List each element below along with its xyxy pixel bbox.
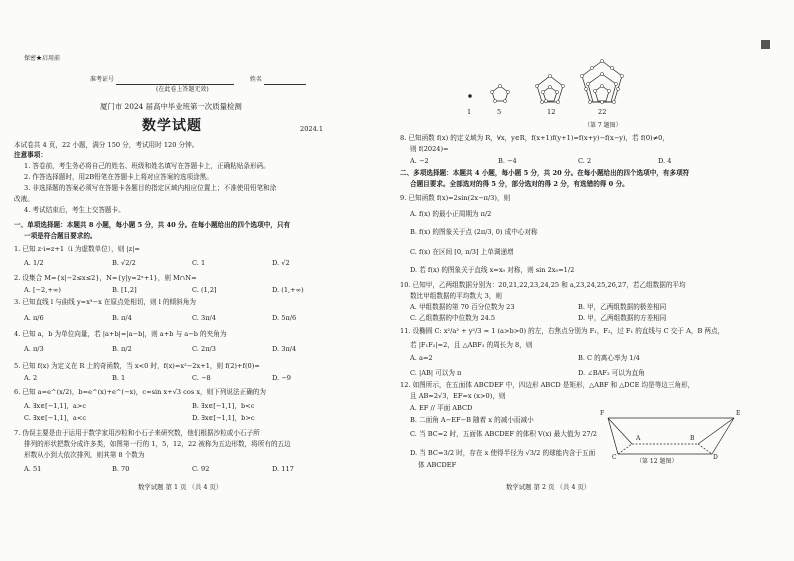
pentagon-22-inner [595, 86, 609, 101]
q10-option-a: A. 甲组数据的第 70 百分位数为 23 [410, 303, 515, 311]
q2-option-c: C. (1,2] [192, 286, 217, 294]
q9-option-c: C. f(x) 在区间 [0, π/3] 上单调递增 [410, 248, 514, 256]
q7-option-d: D. 117 [272, 465, 294, 473]
q1-option-b: B. √2/2 [112, 259, 136, 267]
figure-12-label-b: B [690, 435, 695, 442]
notes-title: 注意事项： [14, 151, 47, 159]
section2-line-2: 合题目要求。全部选对的得 5 分，部分选对的得 2 分，有选错的得 0 分。 [410, 180, 629, 188]
q8-option-d: D. 4 [658, 157, 672, 165]
q10-option-b: B. 甲，乙两组数据的极差相同 [578, 303, 667, 311]
q6-option-a: A. ∃x∈[−1,1]，a>c [24, 402, 87, 410]
q12-line-1: 12. 如图所示，在五面体 ABCDEF 中，四边形 ABCD 是矩形，△ABF 和 △DCE 均是等边三角形， [400, 381, 695, 389]
q8-line-1: 8. 已知函数 f(x) 的定义域为 R，∀x，y∈R，f(x+1)f(y+1)=f(x+y)−f(x−y)，若 f(0)≠0， [400, 134, 669, 142]
figure-12-label-f: F [600, 410, 605, 417]
q3-stem: 3. 已知直线 l 与曲线 y=x³−x 在原点处相切，则 l 的倾斜角为 [14, 298, 196, 306]
edge-bd [698, 444, 712, 454]
figure-7-caption: （第 7 题图） [584, 122, 622, 129]
figure-7-label-22: 22 [598, 108, 607, 116]
q8-option-a: A. −2 [410, 157, 429, 165]
q11-option-d: D. ∠BAF₂ 可以为直角 [578, 369, 645, 377]
q5-option-c: C. −8 [192, 374, 211, 382]
q3-option-c: C. 3π/4 [192, 314, 216, 322]
q5-option-a: A. 2 [24, 374, 38, 382]
figure-12-caption: （第 12 题图） [636, 458, 678, 465]
left-page [14, 0, 386, 561]
pentagon-12-inner [543, 87, 557, 101]
note-1: 1. 答卷前，考生务必将自己的姓名、班级和姓名填写在答题卡上，正确粘贴条形码。 [24, 162, 270, 170]
q9-stem: 9. 已知函数 f(x)=2sin(2x−π/3)，则 [400, 194, 511, 202]
q2-stem: 2. 设集合 M={x|−2≤x≤2}，N={y|y=2ˣ+1}，则 M∩N= [14, 274, 197, 282]
exam-date: 2024.1 [300, 125, 324, 133]
q4-option-d: D. 3π/4 [272, 345, 297, 353]
q4-option-c: C. 2π/3 [192, 345, 216, 353]
edge-ca [618, 444, 632, 454]
q6-option-d: D. ∃x∈[−1,1]，b>c [192, 414, 255, 422]
q6-option-c: C. ∃x∈[−1,1]，a<c [24, 414, 87, 422]
q9-option-d: D. 若 f(x) 的图象关于直线 x=x₀ 对称，则 sin 2x₀=1/2 [410, 266, 575, 274]
q12-option-d-line-2: 体 ABCDEF [418, 461, 457, 469]
q5-option-b: B. 1 [112, 374, 126, 382]
q3-option-a: A. π/6 [24, 314, 44, 322]
q10-option-c: C. 乙组数据的中位数为 24.5 [410, 314, 496, 322]
figure-12-label-c: C [612, 454, 617, 461]
pentagon-1-dot [469, 95, 472, 98]
footer-right: 数学试题 第 2 页 （共 4 页） [506, 483, 591, 491]
q8-line-2: 则 f(2024)= [410, 145, 449, 153]
edge-ed [712, 418, 734, 454]
q5-option-d: D. −9 [272, 374, 291, 382]
q7-option-c: C. 92 [192, 465, 210, 473]
q4-option-a: A. π/3 [24, 345, 44, 353]
q4-option-b: B. π/2 [112, 345, 132, 353]
q11-line-1: 11. 设椭圆 C: x²/a² + y²/3 = 1 (a>b>0) 的左，右焦点分别为 F₁，F₂，过 F₁ 的直线与 C 交于 A，B 两点， [400, 327, 725, 335]
name-blank [264, 77, 306, 85]
q12-option-a: A. EF // 平面 ABCD [410, 404, 473, 412]
q11-option-c: C. |AB| 可以为 π [410, 369, 462, 377]
q9-option-b: B. f(x) 的图象关于点 (2π/3, 0) 成中心对称 [410, 228, 538, 236]
q2-option-a: A. [−2,+∞) [24, 286, 61, 294]
figure-7-label-1: 1 [467, 108, 472, 116]
footer-left: 数学试题 第 1 页 （共 4 页） [138, 483, 223, 491]
q1-option-d: D. √2 [272, 259, 290, 267]
right-page [400, 0, 778, 561]
figure-7-pentagonal-numbers [450, 56, 680, 118]
q5-stem: 5. 已知 f(x) 为定义在 R 上的奇函数，当 x<0 时，f(x)=x²−2x+1，则 f(2)+f(0)= [14, 362, 260, 370]
note-3b: 改液。 [14, 195, 34, 203]
q12-option-b: B. 二面角 A−EF−B 随着 x 的减小而减小 [410, 416, 534, 424]
q6-option-b: B. ∃x∈[−1,1]，b<c [192, 402, 255, 410]
section2-line-1: 二、多项选择题：本题共 4 小题，每小题 5 分，共 20 分。在每小题给出的四个选项中，有多项符 [400, 169, 690, 177]
note-2: 2. 作答选择题时，用2B铅笔在答题卡上将对应答案的选项涂黑。 [24, 173, 213, 181]
secret-label: 保密★启用前 [24, 55, 61, 62]
edge-eb [698, 418, 734, 444]
q6-stem: 6. 已知 a=e^(x/2)，b=e^(x)+e^(−x)，c=sin x+√3 cos x，则下列说法正确的为 [14, 388, 266, 396]
exam-no-label: 准考证号 [90, 76, 115, 83]
note-3a: 3. 非选择题的答案必须写在答题卡各题目的指定区域内相应位置上；不准使用铅笔和涂 [24, 184, 277, 192]
figure-12-label-e: E [736, 410, 741, 417]
q12-line-2: 且 AB=2√3，EF=x (x>0)，则 [410, 392, 506, 400]
exam-no-row [90, 76, 306, 85]
q12-option-c: C. 当 BC=2 时，五面体 ABCDEF 的体积 V(x) 最大值为 27/2 [410, 430, 598, 438]
subject-title: 数学试题 [142, 118, 202, 134]
pentagon-12-outer [537, 76, 563, 102]
section1-title-a: 一、单项选择题：本题共 8 小题，每小题 5 分，共 40 分。在每小题给出的四个选项中，只有 [14, 221, 291, 229]
q2-option-d: D. (1,+∞) [272, 286, 304, 294]
q11-option-b: B. C 的离心率为 1/4 [578, 354, 640, 362]
q3-option-d: D. 5π/6 [272, 314, 297, 322]
q1-option-a: A. 1/2 [24, 259, 44, 267]
q7-option-b: B. 70 [112, 465, 130, 473]
section1-title-b: 一项是符合题目要求的。 [24, 232, 97, 240]
no-answer-note: (在此卷上答题无效) [156, 86, 209, 93]
q8-option-c: C. 2 [578, 157, 592, 165]
q3-option-b: B. π/4 [112, 314, 132, 322]
q10-line-2: 数比甲组数据的平均数大 3，则 [410, 292, 503, 300]
q7-option-a: A. 51 [24, 465, 42, 473]
q10-option-d: D. 甲，乙两组数据的方差相同 [578, 314, 667, 322]
q12-option-d-line-1: D. 当 BC=3/2 时，存在 x 使得半径为 √3/2 的球能内含于五面 [410, 449, 596, 457]
figure-12-label-d: D [713, 454, 718, 461]
intro-line: 本试卷共 4 页，22 小题，满分 150 分，考试用时 120 分钟。 [14, 141, 199, 149]
q9-option-a: A. f(x) 的最小正周期为 π/2 [410, 210, 492, 218]
q11-option-a: A. a=2 [410, 354, 433, 362]
q2-option-b: B. [1,2] [112, 286, 137, 294]
figure-12-label-a: A [636, 435, 641, 442]
q4-stem: 4. 已知 a，b 为单位向量，若 |a+b|=|a−b|，则 a+b 与 a−b 的夹角为 [14, 330, 227, 338]
exam-title: 厦门市 2024 届高中毕业班第一次质量检测 [100, 102, 242, 111]
q7-line-3: 形数从小到大依次排列，则其第 8 个数为 [24, 451, 145, 459]
figure-7-label-12: 12 [547, 108, 556, 116]
q1-option-c: C. 1 [192, 259, 206, 267]
q8-option-b: B. −4 [498, 157, 517, 165]
figure-7-label-5: 5 [497, 108, 502, 116]
name-label: 姓名 [249, 76, 262, 83]
pentagon-5 [492, 86, 508, 101]
q11-line-2: 若 |F₁F₂|=2，且 △ABF₂ 的周长为 8，则 [410, 341, 533, 349]
pentagon-22-mid [588, 74, 616, 102]
q7-line-1: 7. 伪误主要是由于运用于数学家用沙粒和小石子来研究数，他们根据沙粒或小石子所 [14, 429, 260, 437]
q7-line-2: 排列的形状把数分成许多类，如图第一行的 1，5，12，22 被称为五边形数，将所有的五边 [24, 440, 291, 448]
q1-stem: 1. 已知 z·i=z+1（i 为虚数单位），则 |z|= [14, 245, 140, 253]
pentagon-22-outer [582, 61, 622, 102]
figure-12-solid [606, 404, 741, 464]
exam-no-blank [116, 77, 234, 85]
q10-line-1: 10. 已知甲，乙两组数据分别为：20,21,22,23,24,25 和 a,23,24,25,26,27，若乙组数据的平均 [400, 281, 686, 289]
note-4: 4. 考试结束后，考生上交答题卡。 [24, 206, 125, 214]
